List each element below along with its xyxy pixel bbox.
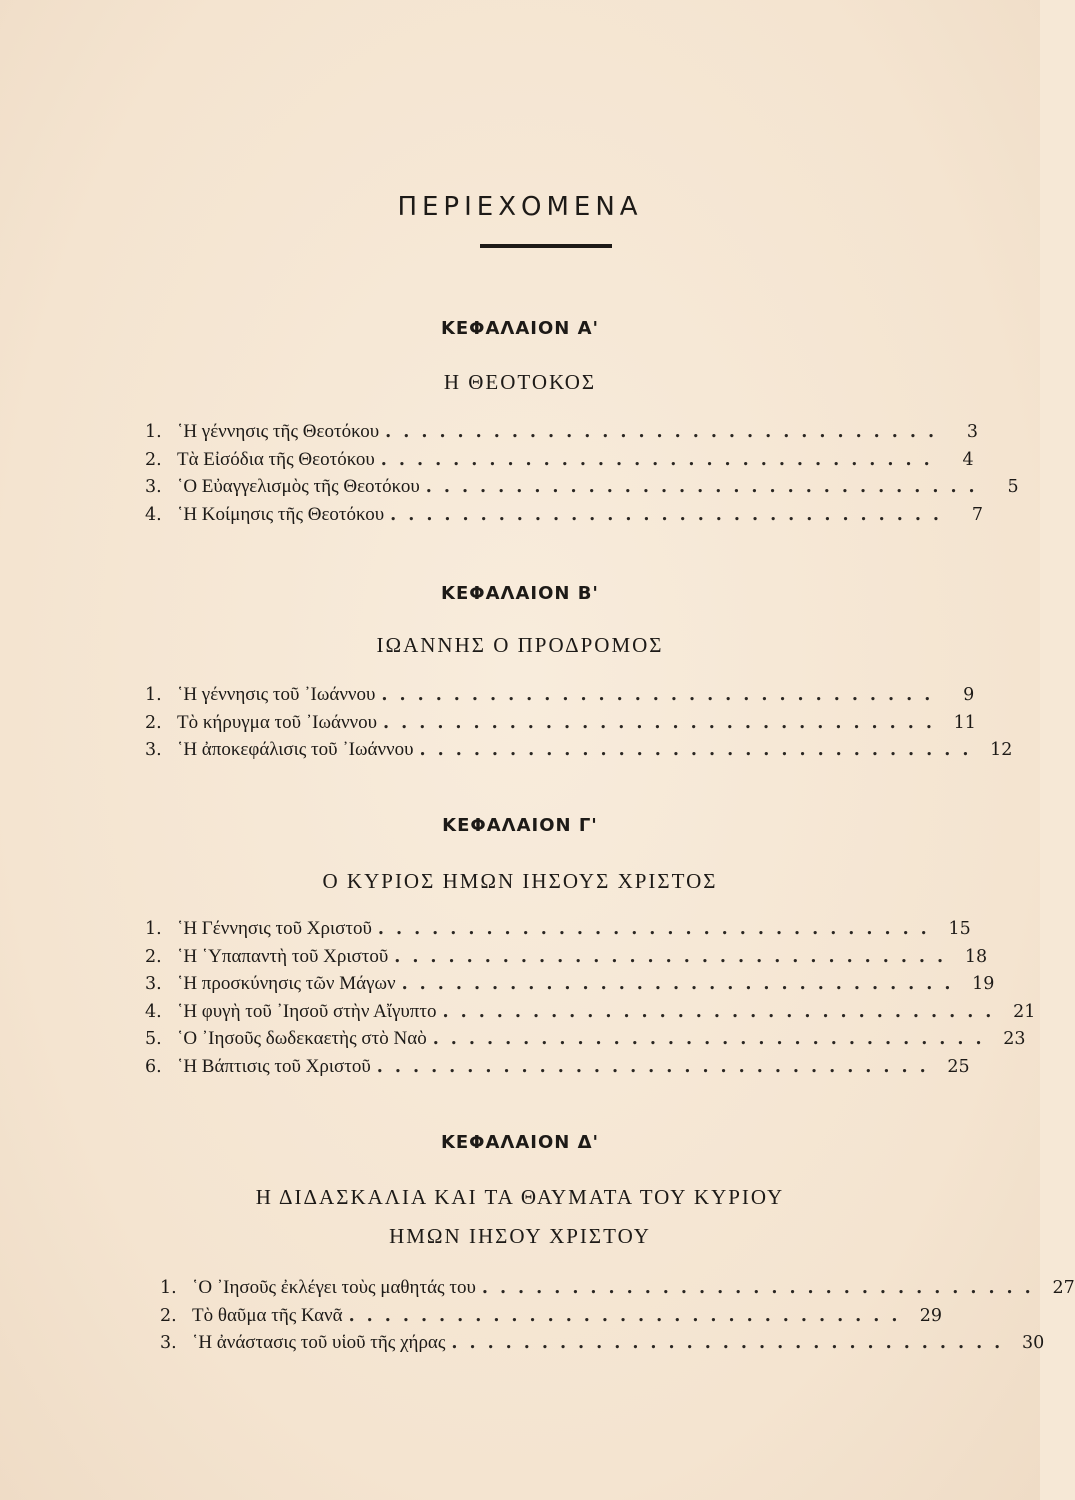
entry-number: 2. (145, 946, 162, 967)
entry-number: 3. (160, 1333, 177, 1353)
entry-page: 12 (990, 740, 1013, 760)
entry-number: 4. (145, 1001, 162, 1022)
chapter-b-subtitle: ΙΩΑΝΝΗΣ Ο ΠΡΟΔΡΟΜΟΣ (376, 633, 664, 657)
entry-title: ῾Η ἀνάστασις τοῦ υἱοῦ τῆς χήρας (192, 1332, 446, 1353)
dot-leader: ............................... (377, 919, 939, 939)
chapter-d-entries (160, 1277, 1075, 1360)
dot-leader: ............................... (451, 1333, 1013, 1353)
chapter-d-subtitle: Η ΔΙΔΑΣΚΑΛΙΑ ΚΑΙ ΤΑ ΘΑΥΜΑΤΑ ΤΟΥ ΚΥΡΙΟΥ (255, 1185, 785, 1209)
dot-leader: ............................... (380, 449, 942, 470)
entry-title: ῾Ο ᾿Ιησοῦς ἐκλέγει τοὺς μαθητάς του (192, 1277, 476, 1298)
dot-leader: ............................... (376, 1056, 938, 1077)
entry-page: 19 (972, 974, 995, 994)
title-underline (480, 244, 612, 248)
entry-title: ῾Ο Εὐαγγελισμὸς τῆς Θεοτόκου (177, 476, 420, 497)
toc-entry[interactable] (145, 503, 984, 532)
entry-title: ῾Η γέννησις τοῦ ᾿Ιωάννου (177, 684, 376, 705)
dot-leader: ............................... (385, 422, 947, 442)
entry-page: 18 (964, 946, 988, 967)
toc-entry[interactable] (145, 711, 976, 740)
chapter-a-entries (145, 421, 1019, 531)
entry-page: 29 (919, 1305, 942, 1326)
entry-title: ῾Η ῾Υπαπαντὴ τοῦ Χριστοῦ (177, 945, 389, 967)
toc-entry[interactable] (145, 945, 988, 974)
entry-title: ῾Η Βάπτισις τοῦ Χριστοῦ (177, 1055, 371, 1077)
entry-title: ῾Η Κοίμησις τῆς Θεοτόκου (177, 503, 385, 525)
dot-leader: ............................... (432, 1029, 994, 1049)
entry-number: 3. (145, 477, 162, 497)
entry-title: Τὸ θαῦμα τῆς Κανᾶ (192, 1304, 343, 1326)
entry-page: 21 (1013, 1001, 1036, 1022)
toc-entry[interactable] (145, 476, 1019, 504)
entry-page: 7 (971, 504, 984, 525)
entry-number: 1. (160, 1278, 177, 1298)
chapter-a-heading: ΚΕΦΑΛΑΙΟΝ Α' (440, 318, 600, 339)
dot-leader: ............................... (481, 1278, 1043, 1298)
toc-entry[interactable] (145, 448, 974, 477)
chapter-b-entries (145, 684, 1013, 767)
entry-page: 27 (1052, 1278, 1075, 1298)
toc-entry[interactable] (145, 973, 995, 1001)
dot-leader: ............................... (394, 946, 956, 967)
toc-entry[interactable] (160, 1332, 1045, 1360)
entry-title: ῾Η Γέννησις τοῦ Χριστοῦ (177, 918, 372, 939)
toc-entry[interactable] (145, 1055, 970, 1084)
toc-entry[interactable] (145, 421, 979, 449)
dot-leader: ............................... (348, 1305, 910, 1326)
chapter-b-heading: ΚΕΦΑΛΑΙΟΝ Β' (441, 583, 599, 604)
dot-leader: ............................... (419, 740, 981, 760)
entry-number: 6. (145, 1056, 162, 1077)
entry-page: 5 (1007, 477, 1019, 497)
chapter-d-subtitle-line2: ΗΜΩΝ ΙΗΣΟΥ ΧΡΙΣΤΟΥ (389, 1224, 651, 1248)
chapter-d-heading: ΚΕΦΑΛΑΙΟΝ Δ' (440, 1132, 600, 1153)
entry-title: Τὸ κήρυγμα τοῦ ᾿Ιωάννου (177, 711, 378, 733)
entry-title: ῾Ο ᾿Ιησοῦς δωδεκαετὴς στὸ Ναὸ (177, 1028, 427, 1049)
entry-title: ῾Η γέννησις τῆς Θεοτόκου (177, 421, 380, 442)
page-title: ΠΕΡΙΕΧΟΜΕΝΑ (397, 192, 643, 222)
toc-entry[interactable] (145, 739, 1013, 767)
entry-number: 2. (160, 1305, 177, 1326)
toc-entry[interactable] (145, 684, 975, 712)
entry-number: 5. (145, 1029, 162, 1049)
dot-leader: ............................... (442, 1001, 1004, 1022)
chapter-c-subtitle: Ο ΚΥΡΙΟΣ ΗΜΩΝ ΙΗΣΟΥΣ ΧΡΙΣΤΟΣ (322, 869, 718, 893)
entry-page: 15 (948, 919, 971, 939)
entry-number: 4. (145, 504, 162, 525)
entry-page: 23 (1003, 1029, 1026, 1049)
entry-page: 11 (953, 712, 976, 733)
chapter-c-heading: ΚΕΦΑΛΑΙΟΝ Γ' (442, 815, 598, 836)
entry-page: 9 (963, 685, 975, 705)
entry-number: 1. (145, 685, 162, 705)
entry-number: 3. (145, 974, 162, 994)
entry-number: 3. (145, 740, 162, 760)
toc-entry[interactable] (160, 1305, 942, 1333)
dot-leader: ............................... (383, 712, 944, 733)
entry-title: ῾Η ἀποκεφάλισις τοῦ ᾿Ιωάννου (177, 739, 414, 760)
dot-leader: ............................... (425, 477, 987, 497)
entry-number: 1. (145, 422, 162, 442)
toc-entry[interactable] (145, 918, 971, 946)
dot-leader: ............................... (381, 685, 943, 705)
entry-number: 1. (145, 919, 162, 939)
chapter-a-subtitle: Η ΘΕΟΤΟΚΟΣ (443, 370, 597, 394)
entry-page: 3 (966, 422, 979, 442)
entry-title: ῾Η φυγὴ τοῦ ᾿Ιησοῦ στὴν Αἴγυπτο (177, 1000, 437, 1022)
chapter-c-entries (145, 918, 1036, 1083)
entry-title: ῾Η προσκύνησις τῶν Μάγων (177, 973, 396, 994)
dot-leader: ............................... (390, 504, 952, 525)
toc-entry[interactable] (145, 1028, 1026, 1056)
dot-leader: ............................... (401, 974, 963, 994)
entry-title: Τὰ Εἰσόδια τῆς Θεοτόκου (177, 448, 375, 470)
entry-page: 30 (1022, 1333, 1045, 1353)
entry-page: 4 (962, 449, 974, 470)
entry-page: 25 (947, 1056, 970, 1077)
entry-number: 2. (145, 712, 162, 733)
entry-number: 2. (145, 449, 162, 470)
toc-entry[interactable] (160, 1277, 1075, 1305)
toc-entry[interactable] (145, 1000, 1036, 1029)
